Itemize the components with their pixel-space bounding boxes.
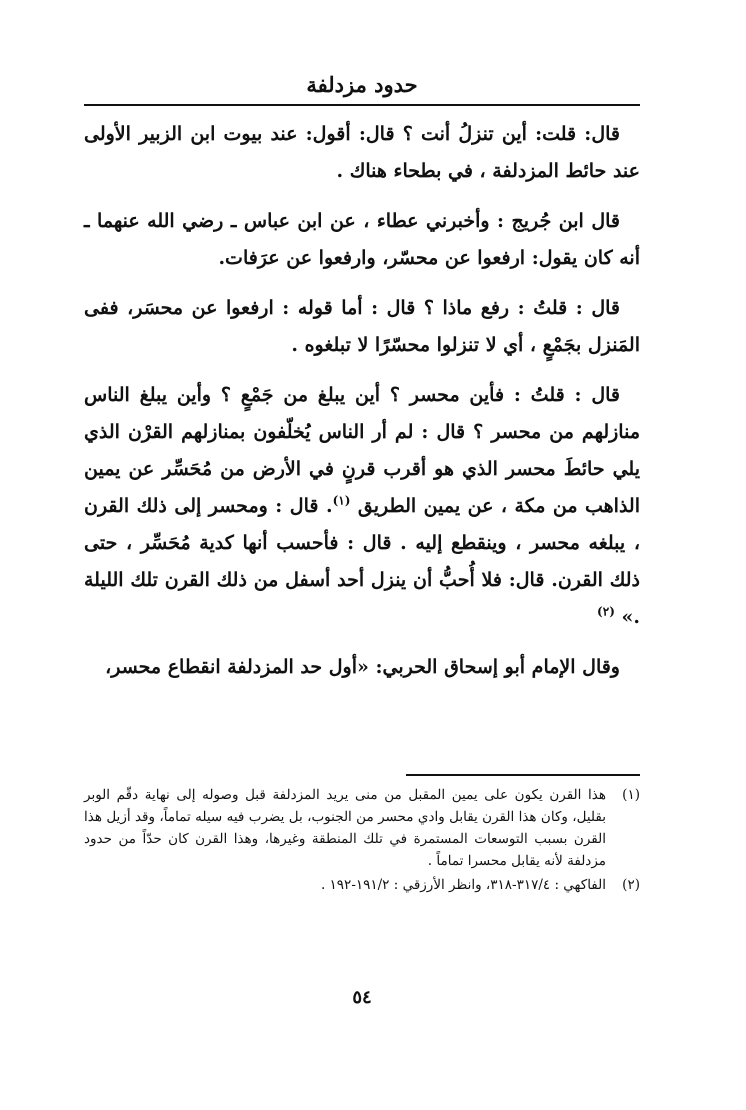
footnote-2-text: الفاكهي : ٣١٧/٤-٣١٨، وانظر الأرزقي : ١٩١/٢-١٩٢ . [320,877,606,893]
paragraph-5: وقال الإمام أبو إسحاق الحربي: «أول حد المزدلفة انقطاع محسر، [105,656,620,678]
footnote-1 [84,784,640,872]
paragraph-4 [84,377,640,636]
paragraph-4-part-1: قال : قلتُ : فأين محسر ؟ أين يبلغ من جَمْعٍ ؟ وأين يبلغ الناس منازلهم من محسر ؟ قال : لم أر الناس يُخلّفون بمنازلهم القرْن الذي يلي حائطَ محسر الذي هو أقرب قرنٍ في الأرض من مُحَسِّر عن يمين الذاهب من مكة ، عن يمين الطريق [84,384,641,517]
footnote-1-number: (١) [622,787,640,803]
footnote-2 [84,874,640,896]
paragraph-3: قال : قلتُ : رفع ماذا ؟ قال : أما قوله : ارفعوا عن محسَر، ففى المَنزل بجَمْعٍ ، أي لا تنزلوا محسّرًا لا تبلغوه . [84,297,640,356]
footnote-divider [406,774,640,776]
running-header-title: حدود مزدلفة [84,68,640,106]
paragraph-2: قال ابن جُريج : وأخبرني عطاء ، عن ابن عباس ـ رضي الله عنهما ـ أنه كان يقول: ارفعوا عن محسّر، وارفعوا عن عرَفات. [84,210,640,269]
footnotes [84,784,640,898]
paragraph-4-part-2: . قال : ومحسر إلى ذلك القرن ، يبلغه محسر ، وينقطع إليه . قال : فأحسب أنها كدية مُحَسِّر ، حتى ذلك القرن. قال: فلا أُحبُّ أن ينزل أحد أسفل من ذلك القرن تلك الليلة .» [84,495,640,628]
footnote-1-text: هذا القرن يكون على يمين المقبل من منى يريد المزدلفة قبل وصوله إلى نهاية دقّم الوبر بقليل، وكان هذا القرن يقابل وادي محسر من الجنوب، بل يضرب فيه سيله تماماً، وقد أزيل هذا القرن بسبب التوسعات المستمرة في تلك المنطقة وغيرها، وهذا القرن كان حدّاً من حدود مزدلفة لأنه يقابل محسرا تماماً . [84,787,606,869]
paragraph-1: قال: قلت: أين تنزلُ أنت ؟ قال: أقول: عند بيوت ابن الزبير الأولى عند حائط المزدلفة ، في بطحاء هناك . [84,123,640,182]
footnote-2-number: (٢) [622,877,640,893]
page-number: ٥٤ [352,987,372,1008]
footnote-ref-1: (١) [332,493,351,508]
footnote-ref-2: (٢) [597,604,615,619]
main-text [84,116,640,686]
